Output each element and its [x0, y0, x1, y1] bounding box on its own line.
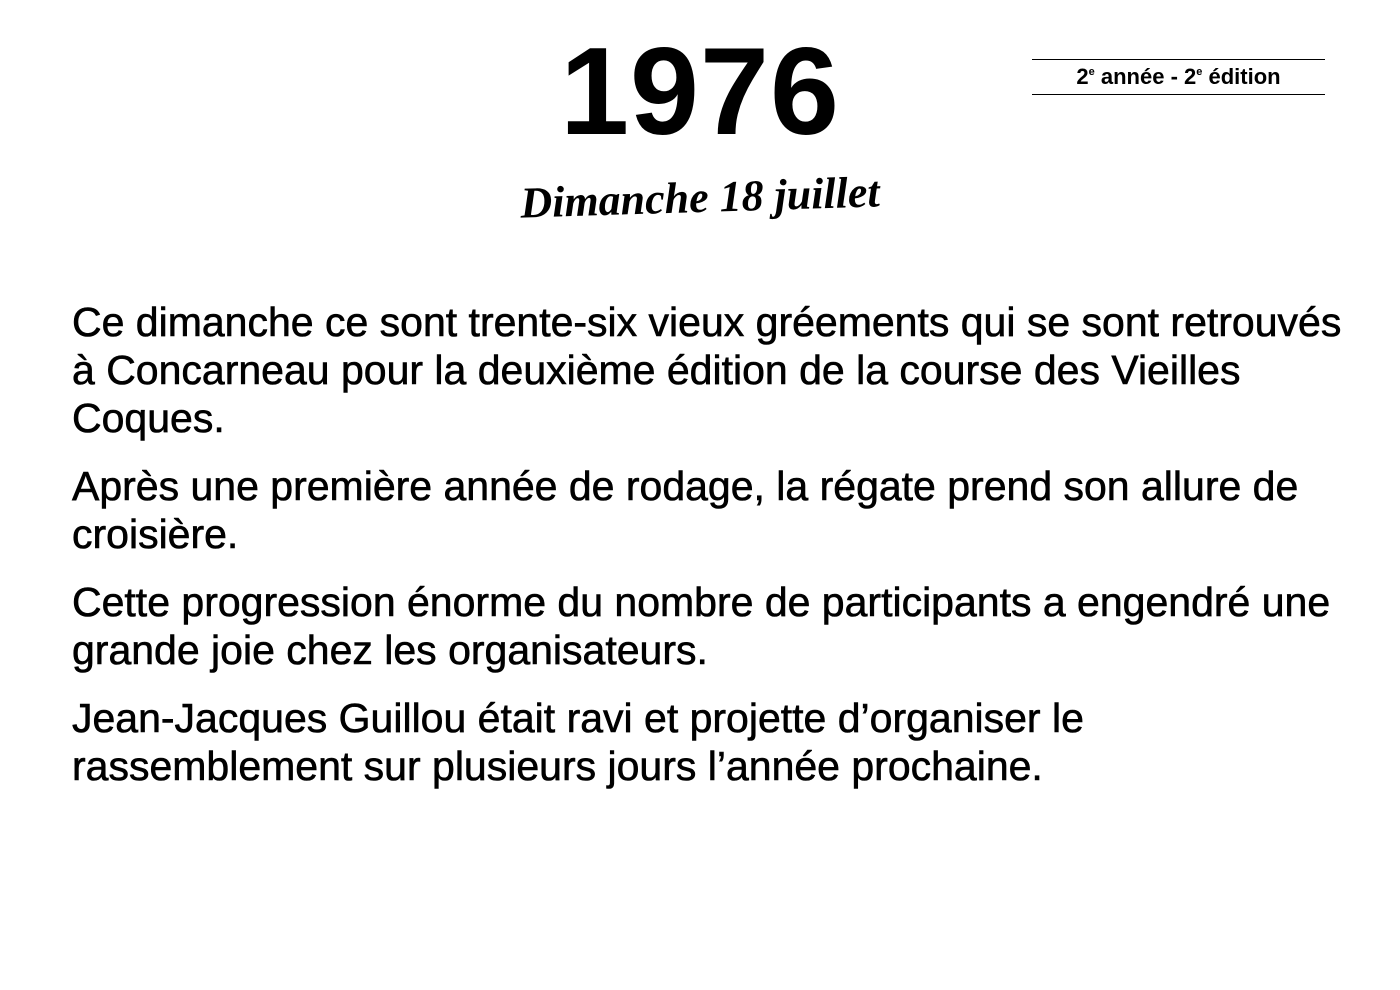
- edition-badge: [1032, 59, 1325, 95]
- edition-label: édition: [1202, 64, 1281, 89]
- edition-number: 2: [1184, 64, 1197, 89]
- date-subtitle: Dimanche 18 juillet: [519, 167, 881, 228]
- paragraph-4: Jean-Jacques Guillou était ravi et projette d’organiser le rassemblement sur plusieurs jours l’année prochaine.: [72, 695, 1084, 789]
- paragraph-2: Après une première année de rodage, la régate prend son allure de croisière.: [72, 463, 1299, 557]
- year-title: 1976: [560, 23, 840, 161]
- paragraph-3: Cette progression énorme du nombre de participants a engendré une grande joie chez les organisateurs.: [72, 579, 1331, 673]
- edition-number-superscript: e: [1196, 66, 1203, 78]
- article-body: [72, 298, 1342, 810]
- edition-year-superscript: e: [1088, 66, 1095, 78]
- edition-year-number: 2: [1076, 64, 1089, 89]
- edition-year-label: année -: [1094, 64, 1185, 89]
- paragraph-1: Ce dimanche ce sont trente-six vieux gréements qui se sont retrouvés à Concarneau pour la deuxième édition de la course des Vieilles Coques.: [72, 299, 1342, 441]
